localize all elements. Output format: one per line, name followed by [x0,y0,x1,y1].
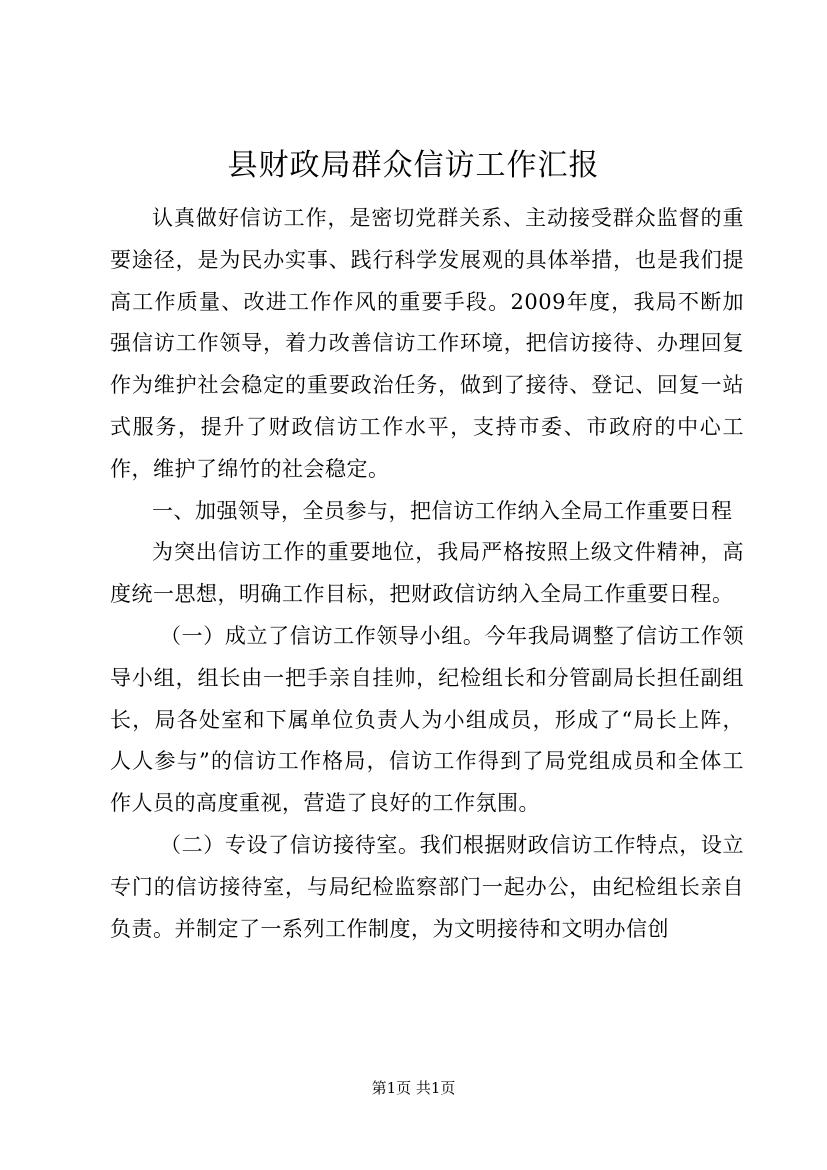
section-heading-1: 一、加强领导，全员参与，把信访工作纳入全局工作重要日程 [152,498,733,523]
subsection-paragraph-2: （二）专设了信访接待室。我们根据财政信访工作特点，设立专门的信访接待室，与局纪检监察部门一起办公，由纪检组长亲自负责。并制定了一系列工作制度，为文明接待和文明办信创 [110,832,744,941]
intro-paragraph: 认真做好信访工作，是密切党群关系、主动接受群众监督的重要途径，是为民办实事、践行科学发展观的具体举措，也是我们提高工作质量、改进工作作风的重要手段。2009年度，我局不断加强信访工作领导，着力改善信访工作环境，把信访接待、办理回复作为维护社会稳定的重要政治任务，做到了接待、登记、回复一站式服务，提升了财政信访工作水平，支持市委、市政府的中心工作，维护了绵竹的社会稳定。 [110,206,744,481]
subsection-paragraph-1: （一）成立了信访工作领导小组。今年我局调整了信访工作领导小组，组长由一把手亲自挂帅，纪检组长和分管副局长担任副组长，局各处室和下属单位负责人为小组成员，形成了“局长上阵，人人参与”的信访工作格局，信访工作得到了局党组成员和全体工作人员的高度重视，营造了良好的工作氛围。 [110,623,744,816]
section-paragraph: 为突出信访工作的重要地位，我局严格按照上级文件精神，高度统一思想，明确工作目标，把财政信访纳入全局工作重要日程。 [110,540,744,607]
document-body [110,198,744,950]
page-footer: 第1页 共1页 [371,1079,456,1097]
document-title: 县财政局群众信访工作汇报 [227,148,600,183]
